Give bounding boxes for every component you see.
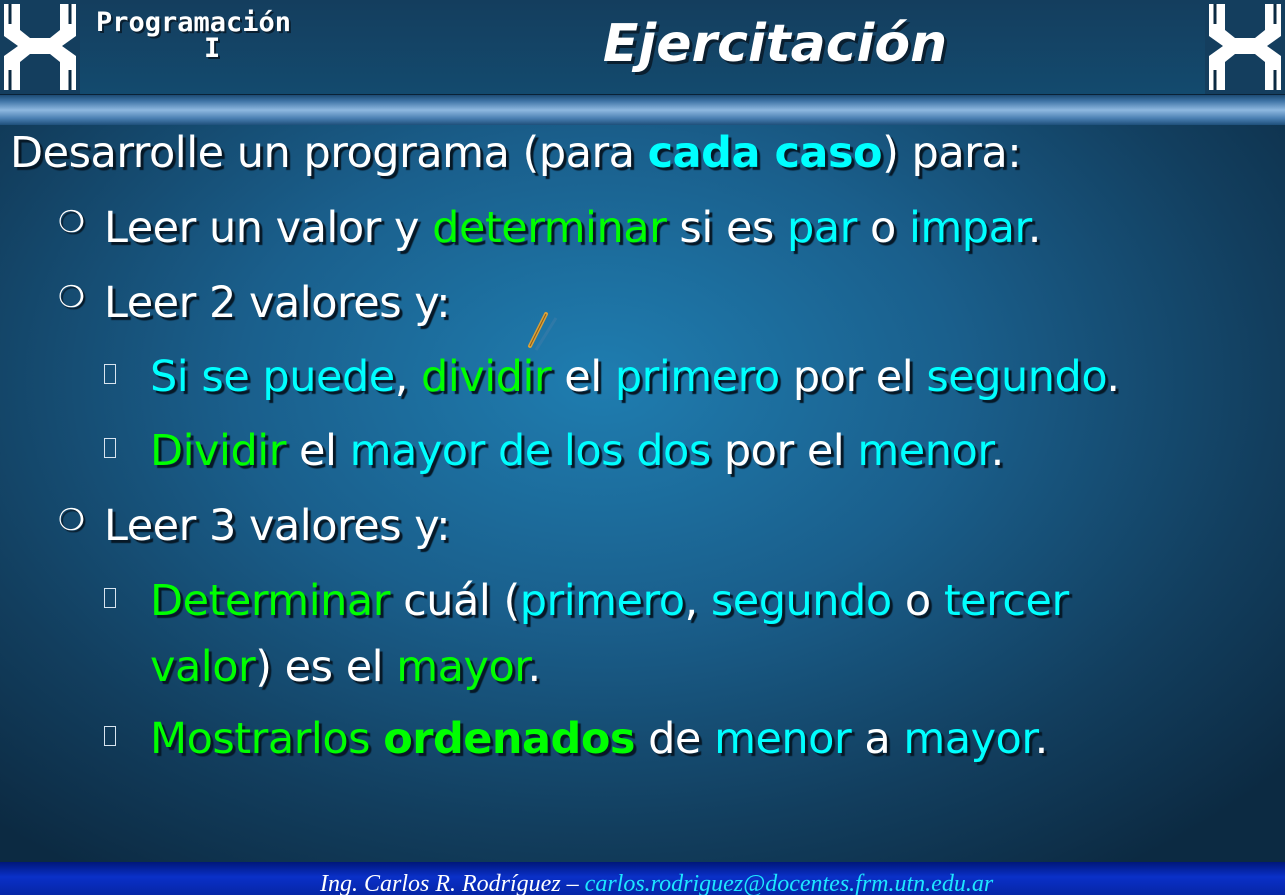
sub-text: el	[551, 352, 615, 402]
ring-bullet-icon: ❍	[58, 205, 85, 240]
square-bullet-icon	[104, 726, 116, 746]
ring-bullet-icon: ❍	[58, 280, 85, 315]
sub-text: a	[851, 714, 904, 764]
item1-cyan: par	[786, 203, 857, 253]
sub-text: .	[1106, 352, 1120, 402]
sub-text: por el	[710, 426, 858, 476]
slide-title: Ejercitación	[602, 14, 948, 74]
sub-text: por el	[779, 352, 927, 402]
list-item-1	[104, 203, 1041, 253]
list-item-3-sub-1-line-2	[150, 642, 541, 692]
intro-line	[10, 128, 1021, 178]
course-name-line2: I	[204, 33, 221, 64]
sub-green: Mostrarlos	[150, 714, 384, 764]
sub-cyan: mayor	[903, 714, 1035, 764]
course-name-line1: Programación	[96, 7, 292, 38]
sub-text: ,	[684, 576, 711, 626]
square-bullet-icon	[104, 438, 116, 458]
list-item-2: Leer 2 valores y:	[104, 278, 451, 328]
sub-cyan: primero	[519, 576, 685, 626]
header-separator-band	[0, 94, 1285, 125]
intro-text: Desarrolle un programa (para	[10, 128, 648, 178]
utn-logo-icon	[1205, 0, 1285, 94]
item1-cyan: impar	[908, 203, 1028, 253]
sub-text: cuál (	[389, 576, 520, 626]
intro-emphasis: cada caso	[647, 128, 883, 178]
sub-green: Determinar	[150, 576, 390, 626]
item1-text: .	[1027, 203, 1041, 253]
list-item-3-sub-2	[150, 714, 1048, 764]
sub-text: el	[285, 426, 350, 476]
list-item-3: Leer 3 valores y:	[104, 501, 451, 551]
list-item-2-sub-1	[150, 352, 1120, 402]
sub-text: .	[527, 642, 541, 692]
list-item-2-sub-2	[150, 426, 1004, 476]
item1-green: determinar	[432, 203, 667, 253]
sub-cyan: menor	[714, 714, 852, 764]
sub-text: ,	[394, 352, 422, 402]
sub-cyan: mayor de los dos	[349, 426, 711, 476]
list-item-3-sub-1-line-1	[150, 576, 1069, 626]
ring-bullet-icon: ❍	[58, 503, 85, 538]
sub-cyan: tercer	[943, 576, 1069, 626]
slide-header	[0, 0, 1285, 94]
sub-cyan: primero	[614, 352, 780, 402]
pencil-icon	[520, 308, 566, 354]
course-name	[96, 7, 336, 64]
footer-author: Ing. Carlos R. Rodríguez –	[320, 871, 585, 895]
sub-cyan: segundo	[710, 576, 892, 626]
sub-cyan: menor	[857, 426, 991, 476]
intro-text-end: ) para:	[882, 128, 1022, 178]
item1-text: si es	[666, 203, 787, 253]
sub-green: Dividir	[150, 426, 286, 476]
sub-green: dividir	[421, 352, 552, 402]
square-bullet-icon	[104, 588, 116, 608]
sub-text: .	[990, 426, 1004, 476]
sub-cyan: segundo	[926, 352, 1107, 402]
square-bullet-icon	[104, 364, 116, 384]
item1-text: Leer un valor y	[104, 203, 433, 253]
footer-email-link[interactable]: carlos.rodriguez@docentes.frm.utn.edu.ar	[584, 871, 994, 895]
footer-credit	[320, 870, 993, 895]
sub-green: valor	[150, 642, 256, 692]
sub-text: .	[1034, 714, 1048, 764]
sub-green-bold: ordenados	[383, 714, 635, 764]
sub-green: mayor	[396, 642, 528, 692]
sub-cyan: Si se puede	[150, 352, 395, 402]
utn-logo-icon	[0, 0, 80, 94]
sub-text: o	[891, 576, 944, 626]
sub-text: de	[634, 714, 715, 764]
item1-text: o	[856, 203, 909, 253]
sub-text: ) es el	[255, 642, 397, 692]
